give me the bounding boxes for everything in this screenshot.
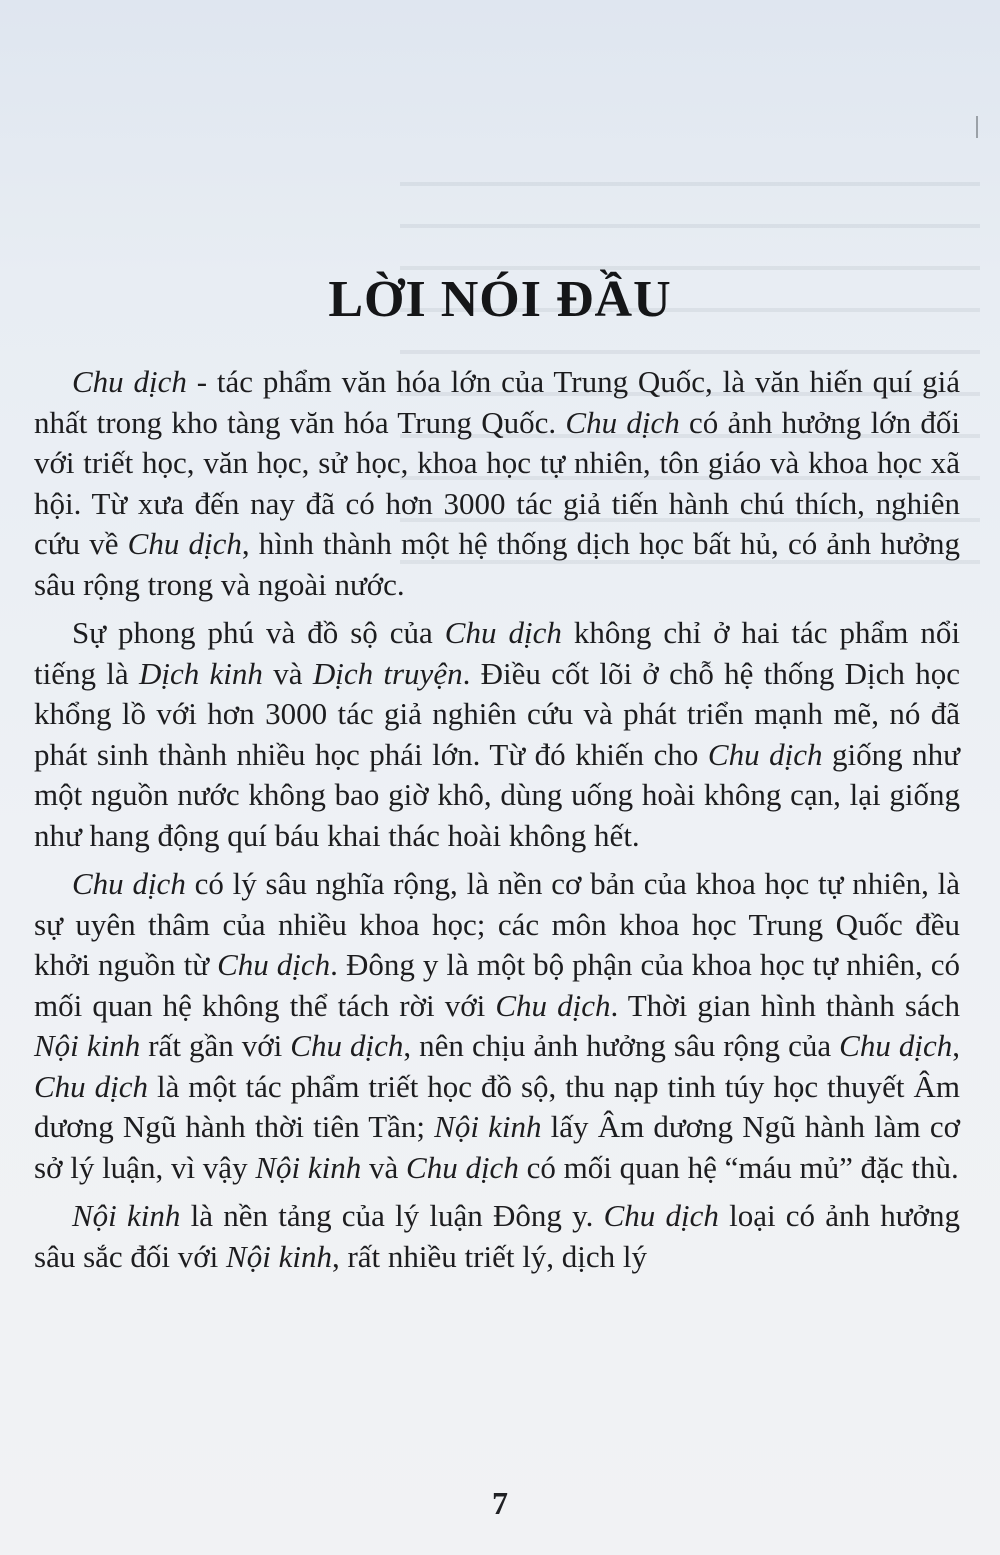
body-text: [34, 362, 960, 1285]
paragraph: [34, 864, 960, 1188]
italic-title-run: Nội kinh: [34, 1028, 141, 1063]
italic-title-run: Chu dịch: [603, 1198, 719, 1233]
text-run: ,: [952, 1028, 960, 1063]
text-run: và: [262, 655, 313, 691]
text-run: , rất nhiều triết lý, dịch lý: [331, 1238, 648, 1274]
italic-title-run: Chu dịch: [839, 1028, 953, 1063]
page-number: 7: [492, 1485, 508, 1521]
italic-title-run: Chu dịch: [217, 947, 331, 982]
paragraph: [34, 1196, 960, 1277]
italic-title-run: Nội kinh: [226, 1238, 332, 1274]
page-edge-mark: [976, 116, 978, 138]
text-run: có ảnh hưởng lớn đối với triết học, văn học, sử học, khoa học tự nhiên, tôn giáo và khoa học xã hội. Từ xưa đến nay đã có hơn 3000 tác giả tiến hành chú thích, nghiên cứu về: [34, 404, 960, 561]
text-run: lấy Âm dương Ngũ hành làm cơ sở lý luận, vì vậy: [34, 1109, 960, 1185]
text-run: không chỉ ở hai tác phẩm nổi tiếng là: [34, 615, 960, 691]
text-run: có mối quan hệ “máu mủ” đặc thù.: [518, 1149, 959, 1185]
italic-title-run: Dịch truyện: [312, 655, 463, 691]
italic-title-run: Chu dịch: [565, 404, 680, 440]
text-run: , nên chịu ảnh hưởng sâu rộng của: [403, 1028, 840, 1063]
text-run: . Đông y là một bộ phận của khoa học tự nhiên, có mối quan hệ không thể tách rời với: [34, 947, 960, 1023]
italic-title-run: Chu dịch: [127, 526, 242, 561]
text-run: và: [361, 1149, 407, 1185]
text-run: Sự phong phú và đồ sộ của: [72, 615, 445, 650]
text-run: . Điều cốt lõi ở chỗ hệ thống Dịch học khổng lồ với hơn 3000 tác giả nghiên cứu và phát triển mạnh mẽ, nó đã phát sinh thành nhiều học phái lớn. Từ đó khiến cho: [34, 655, 960, 772]
text-run: giống như một nguồn nước không bao giờ khô, dùng uống hoài không cạn, lại giống như hang động quí báu khai thác hoài không hết.: [34, 736, 960, 853]
italic-title-run: Nội kinh: [255, 1149, 362, 1185]
text-run: loại có ảnh hưởng sâu sắc đối với: [34, 1198, 960, 1274]
italic-title-run: Dịch kinh: [138, 655, 263, 691]
text-run: rất gần với: [140, 1028, 291, 1063]
text-run: là một tác phẩm triết học đồ sộ, thu nạp tinh túy học thuyết Âm dương Ngũ hành thời tiên Tần;: [34, 1068, 960, 1144]
italic-title-run: Chu dịch: [444, 615, 562, 650]
italic-title-run: Chu dịch: [290, 1028, 404, 1063]
italic-title-run: Chu dịch: [406, 1149, 519, 1185]
italic-title-run: Nội kinh: [434, 1109, 542, 1144]
italic-title-run: Chu dịch: [72, 866, 186, 901]
text-run: - tác phẩm văn hóa lớn của Trung Quốc, là văn hiến quí giá nhất trong kho tàng văn hóa Trung Quốc.: [34, 364, 960, 440]
italic-title-run: Nội kinh: [72, 1198, 181, 1233]
text-run: có lý sâu nghĩa rộng, là nền cơ bản của khoa học tự nhiên, là sự uyên thâm của nhiều khoa học; các môn khoa học Trung Quốc đều khởi nguồn từ: [34, 866, 960, 982]
text-run: , hình thành một hệ thống dịch học bất hủ, có ảnh hưởng sâu rộng trong và ngoài nước.: [34, 526, 960, 602]
paragraph: [34, 613, 960, 856]
text-run: . Thời gian hình thành sách: [610, 987, 960, 1023]
italic-title-run: Chu dịch: [72, 364, 187, 399]
text-run: là nền tảng của lý luận Đông y.: [180, 1198, 604, 1233]
italic-title-run: Chu dịch: [34, 1068, 149, 1104]
paragraph: [34, 362, 960, 605]
italic-title-run: Chu dịch: [495, 987, 611, 1023]
italic-title-run: Chu dịch: [707, 736, 823, 772]
page-title: LỜI NÓI ĐẦU: [328, 271, 672, 328]
